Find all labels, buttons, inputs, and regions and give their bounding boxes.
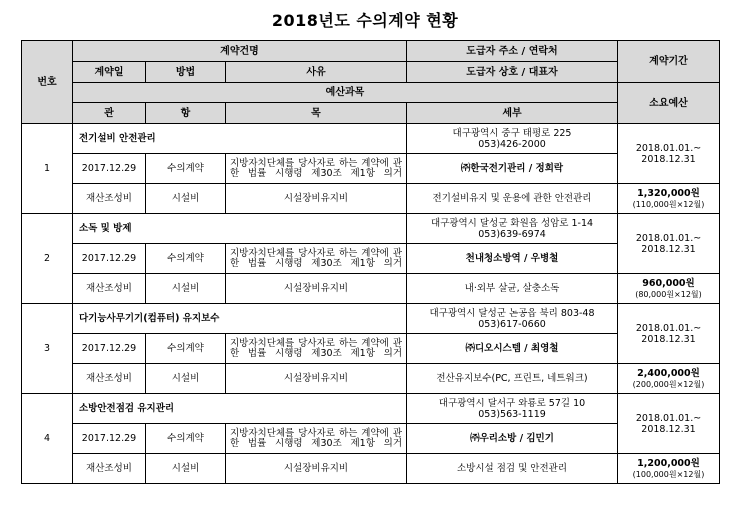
table-row	[22, 394, 720, 484]
table-row	[22, 214, 720, 304]
contract-reason: 지방자치단체를 당사자로 하는 계약에 관한 법률 시행령 제30조 제1항 의거	[226, 154, 407, 184]
budget-gwan: 재산조성비	[73, 364, 146, 394]
contract-period: 2018.01.01.~ 2018.12.31	[618, 214, 720, 274]
header-contractor-address: 도급자 주소 / 연락처	[407, 41, 618, 62]
row-number: 2	[22, 214, 73, 304]
header-budget-amount: 소요예산	[618, 83, 720, 124]
contract-period: 2018.01.01.~ 2018.12.31	[618, 304, 720, 364]
budget-hang: 시설비	[146, 184, 226, 214]
contractor-address: 대구광역시 달서구 와룡로 57길 10 053)563-1119	[407, 394, 618, 424]
contract-name: 소독 및 방제	[73, 214, 407, 244]
budget-gwan: 재산조성비	[73, 184, 146, 214]
contract-date: 2017.12.29	[73, 424, 146, 454]
table-row	[22, 124, 720, 214]
contract-name: 다기능사무기기(컴퓨터) 유지보수	[73, 304, 407, 334]
contract-name: 전기설비 안전관리	[73, 124, 407, 154]
contractor-address: 대구광역시 중구 태평로 225 053)426-2000	[407, 124, 618, 154]
contract-date: 2017.12.29	[73, 334, 146, 364]
contract-method: 수의계약	[146, 154, 226, 184]
budget-gwan: 재산조성비	[73, 454, 146, 484]
header-period: 계약기간	[618, 41, 720, 83]
header-reason: 사유	[226, 62, 407, 83]
header-mok: 목	[226, 103, 407, 124]
budget-detail: 전기설비유지 및 운용에 관한 안전관리	[407, 184, 618, 214]
contract-period: 2018.01.01.~ 2018.12.31	[618, 124, 720, 184]
header-no: 번호	[22, 41, 73, 124]
budget-gwan: 재산조성비	[73, 274, 146, 304]
contractor-name: ㈜한국전기관리 / 정희락	[407, 154, 618, 184]
budget-mok: 시설장비유지비	[226, 274, 407, 304]
contract-reason: 지방자치단체를 당사자로 하는 계약에 관한 법률 시행령 제30조 제1항 의거	[226, 424, 407, 454]
contractor-name: ㈜디오시스템 / 최영철	[407, 334, 618, 364]
contractor-name: 천내청소방역 / 우병철	[407, 244, 618, 274]
budget-detail: 전산유지보수(PC, 프린트, 네트워크)	[407, 364, 618, 394]
budget-hang: 시설비	[146, 274, 226, 304]
budget-mok: 시설장비유지비	[226, 454, 407, 484]
page-title: 2018년도 수의계약 현황	[271, 11, 459, 30]
budget-mok: 시설장비유지비	[226, 364, 407, 394]
contractor-name: ㈜우리소방 / 김민기	[407, 424, 618, 454]
row-number: 3	[22, 304, 73, 394]
contract-method: 수의계약	[146, 334, 226, 364]
budget-amount: 2,400,000원 (200,000원×12월)	[618, 364, 720, 394]
contract-date: 2017.12.29	[73, 154, 146, 184]
contractor-address: 대구광역시 달성군 화원읍 성암로 1-14 053)639-6974	[407, 214, 618, 244]
header-contract-date: 계약일	[73, 62, 146, 83]
contract-period: 2018.01.01.~ 2018.12.31	[618, 394, 720, 454]
header-hang: 항	[146, 103, 226, 124]
budget-detail: 내·외부 살균, 살충소독	[407, 274, 618, 304]
header-method: 방법	[146, 62, 226, 83]
header-gwan: 관	[73, 103, 146, 124]
budget-amount: 960,000원 (80,000원×12월)	[618, 274, 720, 304]
header-contract-name: 계약건명	[73, 41, 407, 62]
row-number: 4	[22, 394, 73, 484]
contract-method: 수의계약	[146, 424, 226, 454]
contract-table	[21, 40, 720, 484]
header-budget-subject: 예산과목	[73, 83, 618, 103]
contract-method: 수의계약	[146, 244, 226, 274]
contractor-address: 대구광역시 달성군 논공읍 북리 803-48 053)617-0660	[407, 304, 618, 334]
header-semu: 세부	[407, 103, 618, 124]
budget-hang: 시설비	[146, 364, 226, 394]
contract-reason: 지방자치단체를 당사자로 하는 계약에 관한 법률 시행령 제30조 제1항 의거	[226, 334, 407, 364]
contract-reason: 지방자치단체를 당사자로 하는 계약에 관한 법률 시행령 제30조 제1항 의거	[226, 244, 407, 274]
budget-amount: 1,320,000원 (110,000원×12월)	[618, 184, 720, 214]
budget-mok: 시설장비유지비	[226, 184, 407, 214]
budget-detail: 소방시설 점검 및 안전관리	[407, 454, 618, 484]
contract-name: 소방안전점검 유지관리	[73, 394, 407, 424]
budget-hang: 시설비	[146, 454, 226, 484]
budget-amount: 1,200,000원 (100,000원×12월)	[618, 454, 720, 484]
row-number: 1	[22, 124, 73, 214]
table-header	[22, 41, 720, 124]
header-contractor-name: 도급자 상호 / 대표자	[407, 62, 618, 83]
contract-date: 2017.12.29	[73, 244, 146, 274]
table-row	[22, 304, 720, 394]
